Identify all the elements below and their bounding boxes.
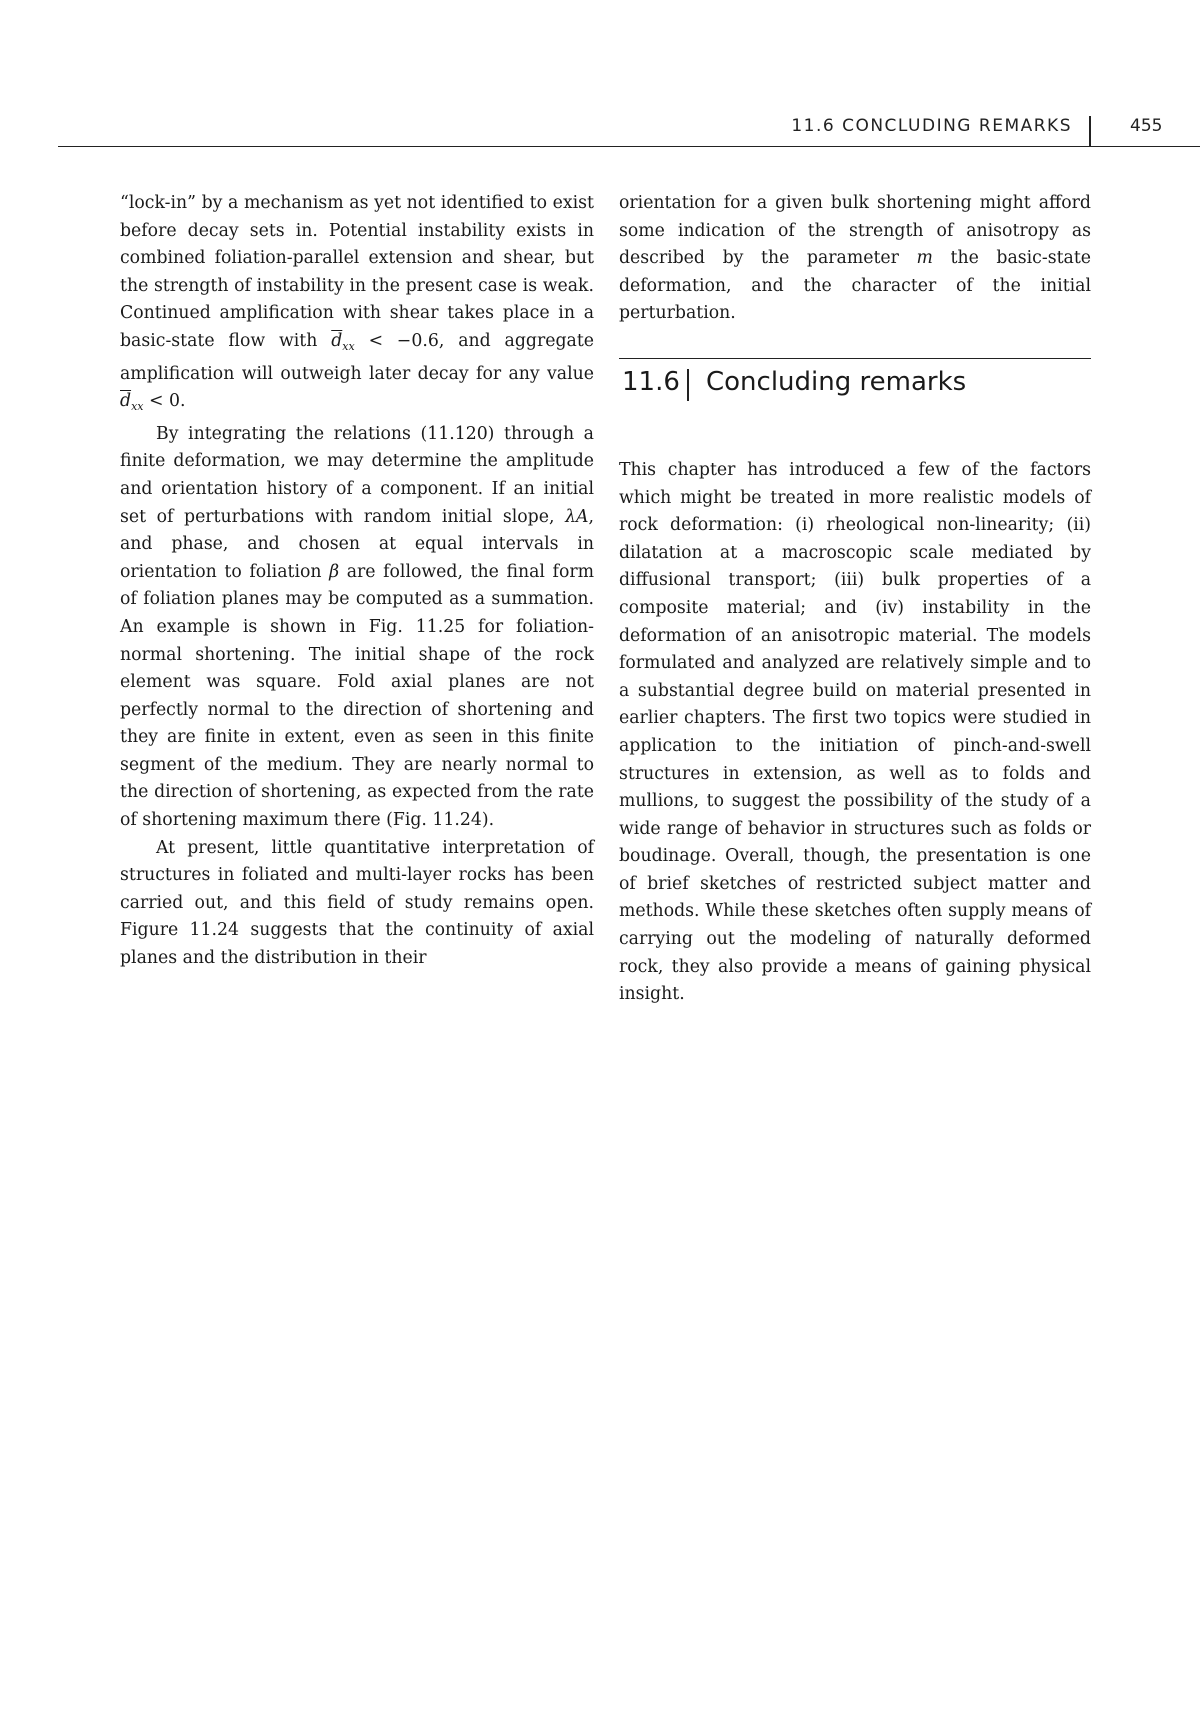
section-heading xyxy=(619,358,1091,415)
left-column xyxy=(120,190,594,973)
right-column xyxy=(619,190,1091,1009)
paragraph-at-present: At present, little quantitative interpretation of structures in foliated and multi-layer rocks has been carried out, and this field of study remains open. Figure 11.24 suggests that the continuity of axial planes and the distribution in their xyxy=(120,837,594,969)
paragraph-integrating: By integrating the relations (11.120) through a finite deformation, we may determine the amplitude and orientation history of a component. If an initial set of perturbations with random initial slope, λA, and phase, and chosen at equal intervals in orientation to foliation β are followed, the final form of foliation planes may be computed as a summation. An example is shown in Fig. 11.25 for foliation-normal shortening. The initial shape of the rock element was square. Fold axial planes are not perfectly normal to the direction of shortening and they are finite in extent, even as seen in this finite segment of the medium. They are nearly normal to the direction of shortening, as expected from the rate of shortening maximum there (Fig. 11.24). xyxy=(120,423,594,831)
running-header-section: 11.6 CONCLUDING REMARKS xyxy=(791,116,1072,136)
paragraph-lock-in: “lock-in” by a mechanism as yet not identified to exist before decay sets in. Potential instability exists in combined foliation-parallel extension and shear, but the strength of instability in the present case is weak. Continued amplification with shear takes place in a basic-state flow with $\overline{d}_{xx} < -0.6$, and aggregate amplification will outweigh later decay for any value $\overline{d}_{xx} < 0$. xyxy=(120,193,594,414)
section-title: Concluding remarks xyxy=(706,366,967,397)
paragraph-orientation: orientation for a given bulk shortening might afford some indication of the strength of anisotropy as described by the parameter m the basic-state deformation, and the character of the initial perturbation. xyxy=(619,193,1091,324)
section-divider xyxy=(687,369,689,401)
header-rule xyxy=(58,146,1200,147)
paragraph-this-chapter: This chapter has introduced a few of the factors which might be treated in more realistic models of rock deformation: (i) rheological non-linearity; (ii) dilatation at a macroscopic scale mediated by diffusional transport; (iii) bulk properties of a composite material; and (iv) instability in the deformation of an anisotropic material. The models formulated and analyzed are relatively simple and to a substantial degree build on material presented in earlier chapters. The first two topics were studied in application to the initiation of pinch-and-swell structures in extension, as well as to folds and mullions, to suggest the possibility of the study of a wide range of behavior in structures such as folds or boudinage. Overall, though, the presentation is one of brief sketches of restricted subject matter and methods. While these sketches often supply means of carrying out the modeling of naturally deformed rock, they also provide a means of gaining physical insight. xyxy=(619,459,1091,1005)
running-header-divider xyxy=(1089,116,1091,146)
page-number: 455 xyxy=(1130,116,1163,136)
section-number: 11.6 xyxy=(622,366,680,397)
